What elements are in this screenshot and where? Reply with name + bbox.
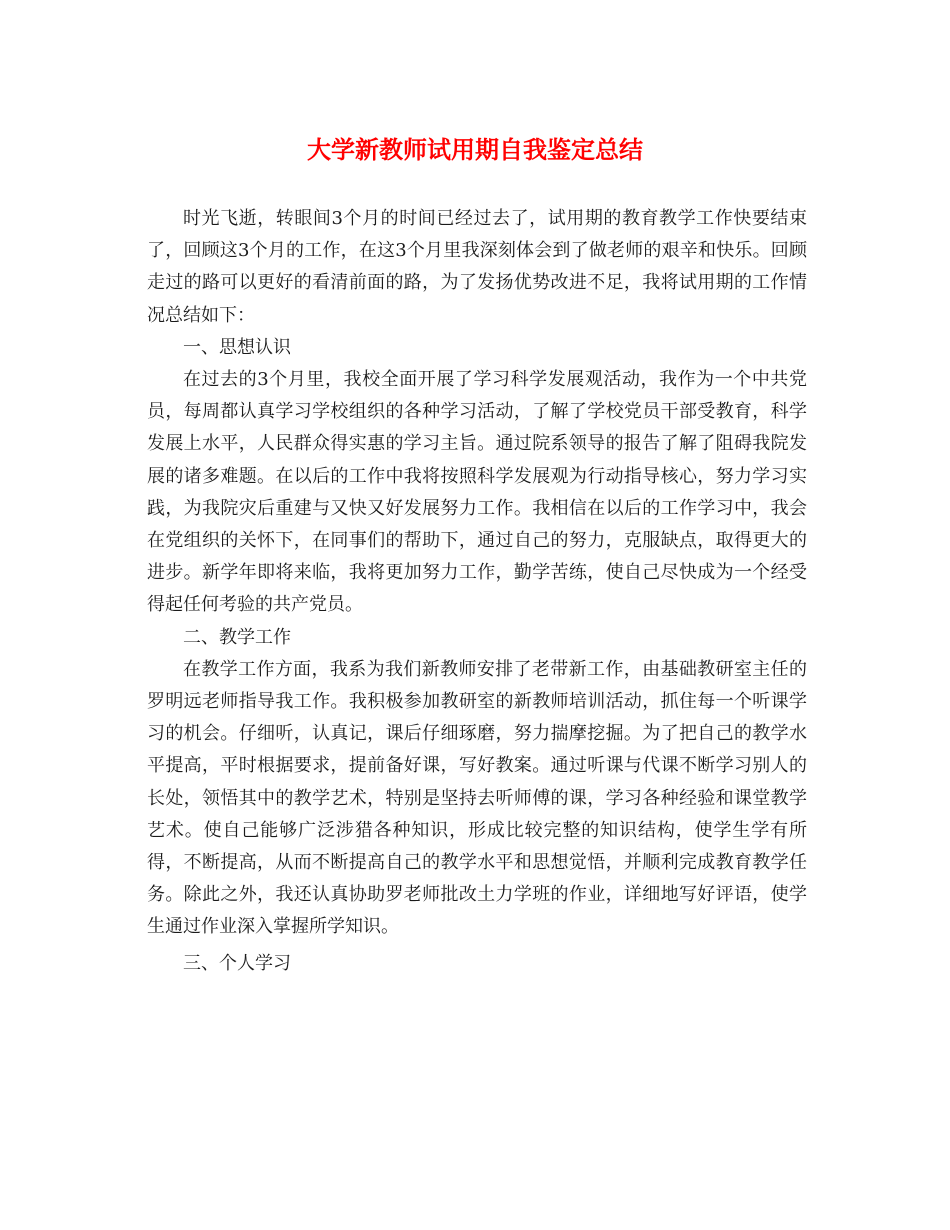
thought-paragraph: 在过去的3个月里，我校全面开展了学习科学发展观活动，我作为一个中共党员，每周都认真学习学校组织的各种学习活动，了解了学校党员干部受教育，科学发展上水平，人民群众得实惠的学习主旨。通过院系领导的报告了解了阻碍我院发展的诸多难题。在以后的工作中我将按照科学发展观为行动指导核心，努力学习实践，为我院灾后重建与又快又好发展努力工作。我相信在以后的工作学习中，我会在党组织的关怀下，在同事们的帮助下，通过自己的努力，克服缺点，取得更大的进步。新学年即将来临，我将更加努力工作，勤学苦练，使自己尽快成为一个经受得起任何考验的共产党员。 bbox=[147, 369, 807, 616]
teaching-paragraph: 在教学工作方面，我系为我们新教师安排了老带新工作，由基础教研室主任的罗明远老师指导我工作。我积极参加教研室的新教师培训活动，抓住每一个听课学习的机会。仔细听，认真记，课后仔细琢磨，努力揣摩挖掘。为了把自己的教学水平提高，平时根据要求，提前备好课，写好教案。通过听课与代课不断学习别人的长处，领悟其中的教学艺术，特别是坚持去听师傅的课，学习各种经验和课堂教学艺术。使自己能够广泛涉猎各种知识，形成比较完整的知识结构，使学生学有所得，不断提高，从而不断提高自己的教学水平和思想觉悟，并顺利完成教育教学任务。除此之外，我还认真协助罗老师批改土力学班的作业，详细地写好评语，使学生通过作业深入掌握所学知识。 bbox=[147, 658, 807, 938]
section-heading-study: 三、个人学习 bbox=[183, 952, 291, 974]
document-body bbox=[147, 203, 807, 980]
section-heading-teaching: 二、教学工作 bbox=[183, 626, 291, 648]
document-title: 大学新教师试用期自我鉴定总结 bbox=[307, 135, 643, 164]
section-heading-thought: 一、思想认识 bbox=[183, 336, 291, 358]
intro-paragraph: 时光飞逝，转眼间3个月的时间已经过去了，试用期的教育教学工作快要结束了，回顾这3个月的工作，在这3个月里我深刻体会到了做老师的艰辛和快乐。回顾走过的路可以更好的看清前面的路，为了发扬优势改进不足，我将试用期的工作情况总结如下： bbox=[147, 208, 807, 326]
